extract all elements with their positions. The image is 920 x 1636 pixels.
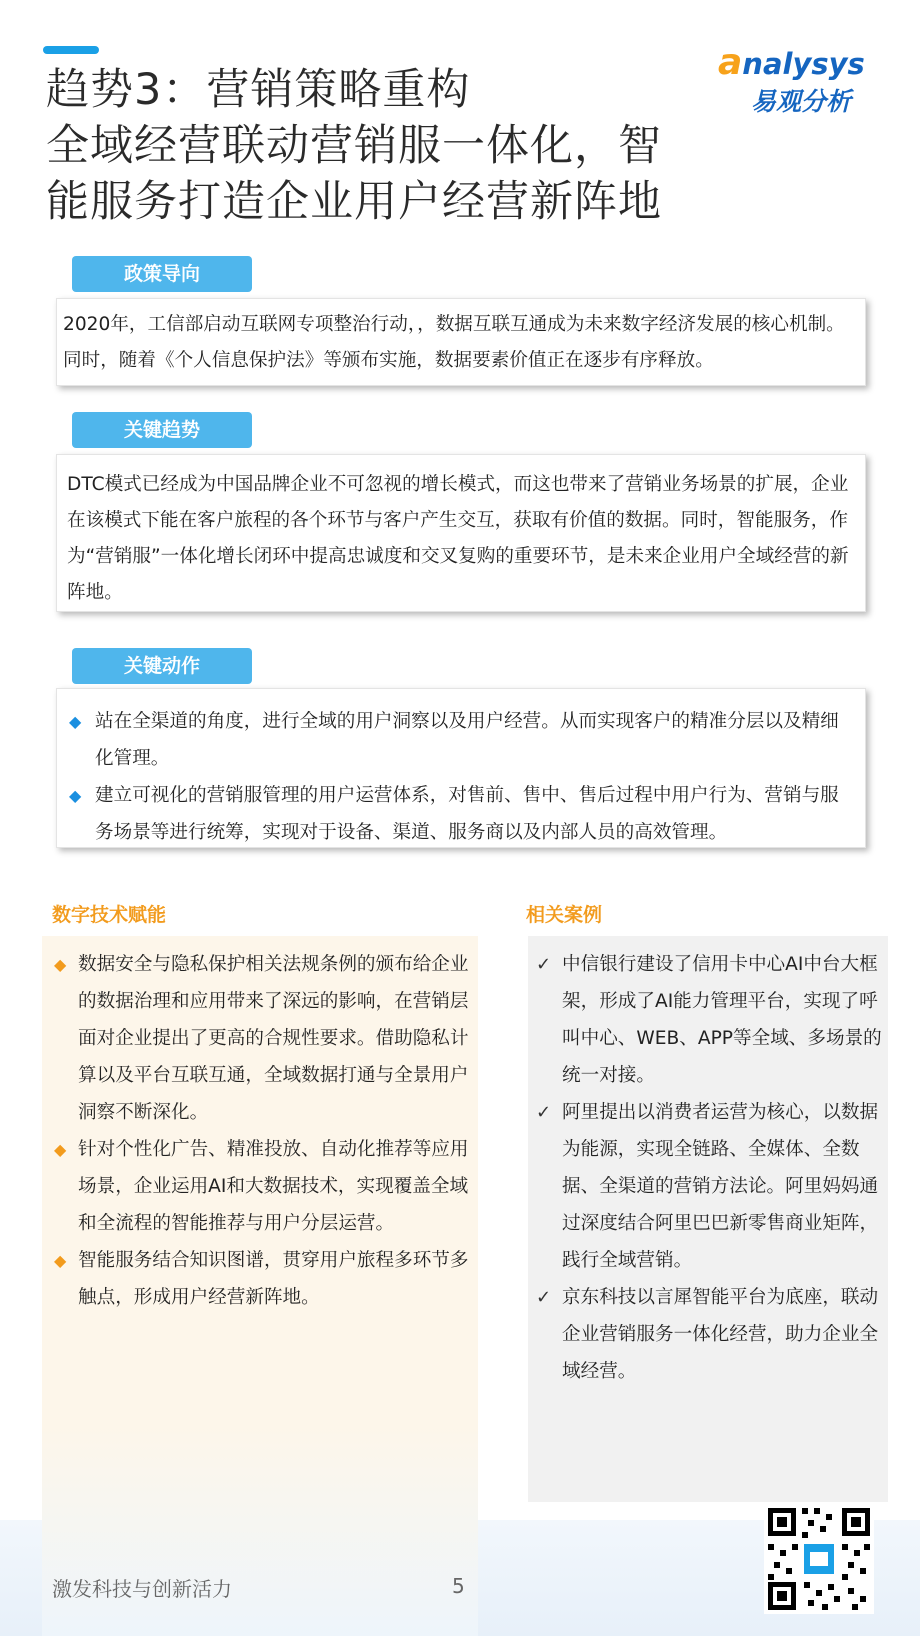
qr-code-icon — [764, 1504, 874, 1614]
list-item: ◆ 针对个性化广告、精准投放、自动化推荐等应用场景，企业运用AI和大数据技术，实现覆盖全域和全流程的智能推荐与用户分层运营。 — [52, 1131, 482, 1242]
list-item: ✓ 京东科技以言犀智能平台为底座，联动企业营销服务一体化经营，助力企业全域经营。 — [534, 1279, 884, 1390]
list-item: ◆ 智能服务结合知识图谱，贯穿用户旅程多环节多触点，形成用户经营新阵地。 — [52, 1242, 482, 1316]
cases-heading: 相关案例 — [526, 904, 603, 926]
action-tag: 关键动作 — [72, 648, 252, 684]
logo-text: nalysys — [742, 47, 865, 81]
digital-list — [52, 946, 482, 1316]
diamond-icon: ◆ — [69, 712, 82, 731]
check-icon: ✓ — [536, 1287, 552, 1308]
accent-bar — [43, 46, 99, 54]
page-title — [46, 62, 746, 230]
list-item: ◆ 数据安全与隐私保护相关法规条例的颁布给企业的数据治理和应用带来了深远的影响，在营销层面对企业提出了更高的合规性要求。借助隐私计算以及平台互联互通，全域数据打通与全景用户洞察不断深化。 — [52, 946, 482, 1131]
trend-tag: 关键趋势 — [72, 412, 252, 448]
logo-swoosh: a — [718, 42, 743, 83]
title-line-1: 趋势3：营销策略重构 — [46, 65, 471, 115]
list-item: ✓ 阿里提出以消费者运营为核心，以数据为能源，实现全链路、全媒体、全数据、全渠道的营销方法论。阿里妈妈通过深度结合阿里巴巴新零售商业矩阵，践行全域营销。 — [534, 1094, 884, 1279]
policy-tag: 政策导向 — [72, 256, 252, 292]
page-number: 5 — [452, 1574, 465, 1598]
title-line-2: 全域经营联动营销服一体化，智 — [46, 121, 662, 171]
digital-heading: 数字技术赋能 — [52, 904, 167, 926]
action-item: ◆ 建立可视化的营销服管理的用户运营体系，对售前、售中、售后过程中用户行为、营销与服务场景等进行统筹，实现对于设备、渠道、服务商以及内部人员的高效管理。 — [67, 777, 857, 851]
list-item: ✓ 中信银行建设了信用卡中心AI中台大框架，形成了AI能力管理平台，实现了呼叫中心、WEB、APP等全域、多场景的统一对接。 — [534, 946, 884, 1094]
policy-card — [56, 298, 866, 386]
analysys-logo — [718, 42, 888, 122]
diamond-icon: ◆ — [54, 955, 67, 974]
trend-text: DTC模式已经成为中国品牌企业不可忽视的增长模式，而这也带来了营销业务场景的扩展，企业在该模式下能在客户旅程的各个环节与客户产生交互，获取有价值的数据。同时，智能服务，作为“营销服”一体化增长闭环中提高忠诚度和交叉复购的重要环节，是未来企业用户全域经营的新阵地。 — [67, 474, 849, 603]
policy-text: 2020年，工信部启动互联网专项整治行动，，数据互联互通成为未来数字经济发展的核心机制。同时，随着《个人信息保护法》等颁布实施，数据要素价值正在逐步有序释放。 — [63, 314, 845, 371]
check-icon: ✓ — [536, 954, 552, 975]
diamond-icon: ◆ — [54, 1140, 67, 1159]
action-item: ◆ 站在全渠道的角度，进行全域的用户洞察以及用户经营。从而实现客户的精准分层以及精细化管理。 — [67, 703, 857, 777]
title-line-3: 能服务打造企业用户经营新阵地 — [46, 177, 662, 227]
cases-list — [534, 946, 884, 1390]
diamond-icon: ◆ — [69, 786, 82, 805]
action-card — [56, 688, 866, 848]
footer-slogan: 激发科技与创新活力 — [52, 1577, 232, 1601]
diamond-icon: ◆ — [54, 1251, 67, 1270]
check-icon: ✓ — [536, 1102, 552, 1123]
trend-card — [56, 454, 866, 612]
logo-cn: 易观分析 — [751, 87, 852, 116]
